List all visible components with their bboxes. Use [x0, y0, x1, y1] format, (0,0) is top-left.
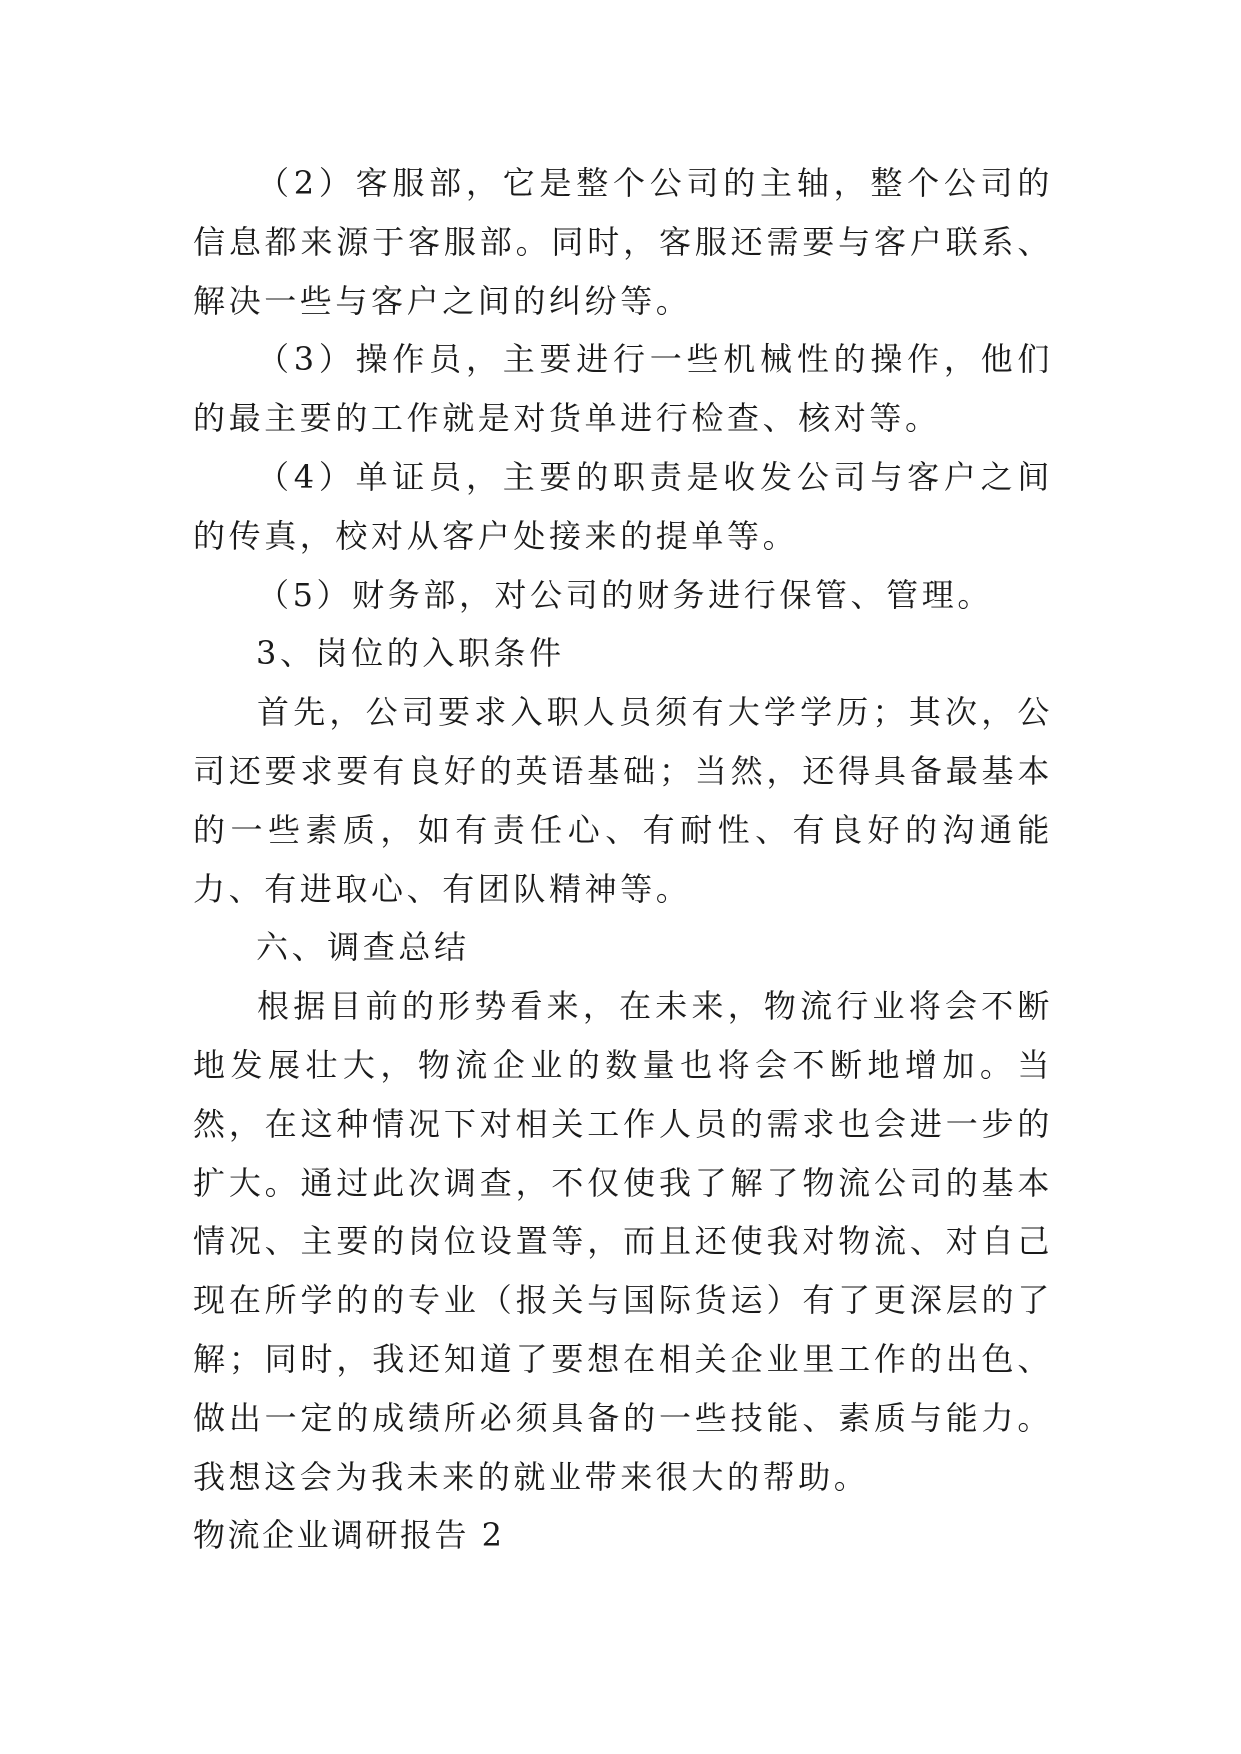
next-report-title: 物流企业调研报告 2	[193, 1516, 505, 1555]
paragraph-customer-service: （2）客服部，它是整个公司的主轴，整个公司的信息都来源于客服部。同时，客服还需要与客户联系、解决一些与客户之间的纠纷等。	[193, 164, 1053, 320]
paragraph-documentation-clerk: （4）单证员，主要的职责是收发公司与客户之间的传真，校对从客户处接来的提单等。	[193, 457, 1053, 555]
section-heading-survey-summary: 六、调查总结	[256, 928, 470, 967]
section-heading-job-requirements: 3、岗位的入职条件	[256, 634, 565, 673]
paragraph-operator: （3）操作员，主要进行一些机械性的操作，他们的最主要的工作就是对货单进行检查、核对等。	[193, 340, 1053, 438]
paragraph-job-requirements: 首先，公司要求入职人员须有大学学历；其次，公司还要求要有良好的英语基础；当然，还得具备最基本的一些素质，如有责任心、有耐性、有良好的沟通能力、有进取心、有团队精神等。	[193, 693, 1053, 908]
paragraph-finance: （5）财务部，对公司的财务进行保管、管理。	[257, 575, 993, 614]
paragraph-survey-summary: 根据目前的形势看来，在未来，物流行业将会不断地发展壮大，物流企业的数量也将会不断地增加。当然，在这种情况下对相关工作人员的需求也会进一步的扩大。通过此次调查，不仅使我了解了物流公司的基本情况、主要的岗位设置等，而且还使我对物流、对自己现在所学的的专业（报关与国际货运）有了更深层的了解；同时，我还知道了要想在相关企业里工作的出色、做出一定的成绩所必须具备的一些技能、素质与能力。我想这会为我未来的就业带来很大的帮助。	[193, 987, 1053, 1496]
document-body	[193, 154, 1053, 1565]
